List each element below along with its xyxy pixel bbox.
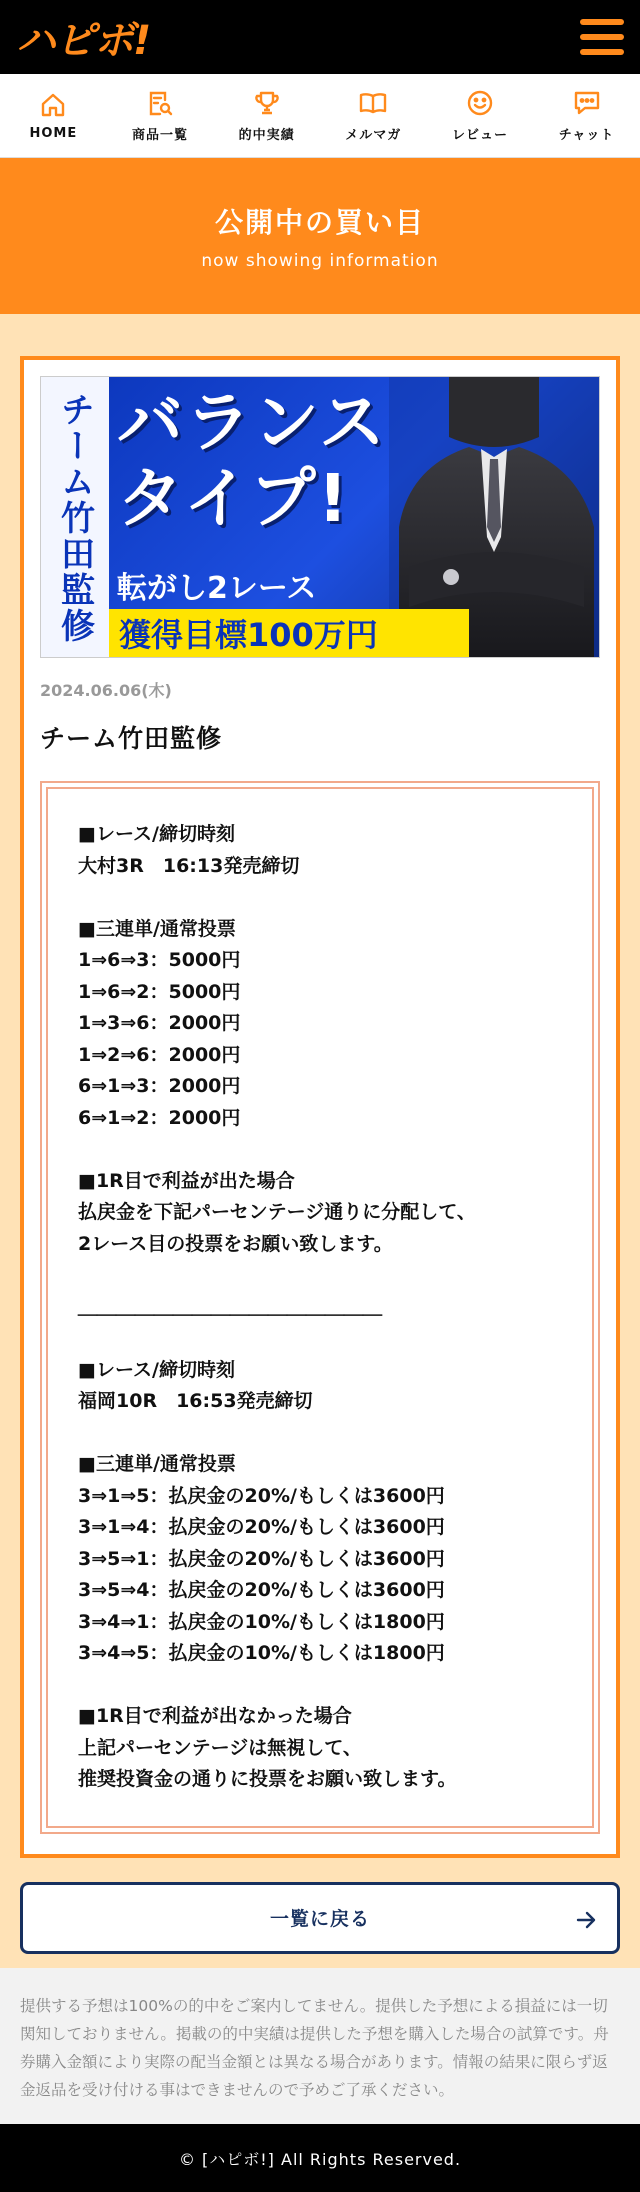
back-to-list-button[interactable] [20,1882,620,1954]
bet-line: 1⇒2⇒6：2000円 [78,1043,241,1066]
post-banner [40,376,600,658]
bet-line: ■レース/締切時刻 [78,1358,235,1381]
bet-line: 3⇒5⇒1：払戻金の20%/もしくは3600円 [78,1547,445,1570]
smile-icon [465,88,495,118]
post-date: 2024.06.06(木) [40,681,172,700]
nav-item-products[interactable] [107,88,213,143]
nav-label: チャット [558,128,615,143]
home-icon [38,90,68,120]
hamburger-line [580,34,624,40]
hamburger-line [580,49,624,55]
banner-headline-line-2: タイプ! [117,460,350,537]
post-title: チーム竹田監修 [40,724,223,753]
page-subtitle: now showing information [201,251,439,271]
bet-line: 上記パーセンテージは無視して、 [78,1736,362,1759]
bet-line [78,882,562,914]
book-icon [358,88,388,118]
main-content [0,314,640,1954]
bet-line: 福岡10R 16:53発売締切 [78,1390,313,1412]
bet-line: 推奨投資金の通りに投票をお願い致します。 [78,1768,457,1790]
document-search-icon [145,88,175,118]
bet-line: 6⇒1⇒3：2000円 [78,1075,241,1097]
bet-line: ■三連単/通常投票 [78,917,236,940]
bet-line: 払戻金を下記パーセンテージ通りに分配して、 [78,1201,476,1223]
page-title: 公開中の買い目 [214,206,425,239]
bet-line: ■1R目で利益が出なかった場合 [78,1705,352,1727]
nav-label: メルマガ [345,128,402,143]
bet-line [78,1670,562,1702]
bet-line: 2レース目の投票をお願い致します。 [78,1232,393,1255]
nav-label: HOME [29,126,78,141]
post-card [20,356,620,1858]
bet-line: 3⇒5⇒4：払戻金の20%/もしくは3600円 [78,1579,445,1601]
bet-line: 大村3R 16:13発売締切 [78,854,300,877]
bet-line: 3⇒1⇒5：払戻金の20%/もしくは3600円 [78,1484,445,1507]
page-hero [0,158,640,314]
bet-line: ＿＿＿＿＿＿＿＿＿＿＿＿＿＿＿＿ [78,1295,383,1318]
bet-line [78,1418,562,1450]
back-button-label: 一覧に戻る [269,1908,370,1930]
bet-line: ■三連単/通常投票 [78,1453,236,1475]
nav-label: レビュー [451,128,508,143]
nav-item-newsletter[interactable] [320,88,426,143]
bet-line: ■レース/締切時刻 [78,823,235,845]
footer [0,2124,640,2192]
banner-vertical-label: チーム竹田監修 [54,392,95,644]
nav-item-chat[interactable] [534,88,640,143]
bet-line: 1⇒3⇒6：2000円 [78,1012,241,1034]
nav-label: 的中実績 [238,128,295,143]
bet-line: 1⇒6⇒3：5000円 [78,949,241,971]
chat-icon [572,88,602,118]
nav-item-results[interactable] [214,88,320,143]
bet-line [78,1260,562,1292]
hamburger-menu-icon[interactable] [580,19,624,55]
banner-sub: 転がし2レース [117,571,317,606]
bets-content [46,787,594,1828]
banner-headline-line-1: バランス [117,384,388,461]
nav-item-reviews[interactable] [427,88,533,143]
site-logo[interactable]: ハピボ! [16,17,151,64]
nav-item-home[interactable] [0,90,106,141]
bet-line [78,1323,562,1355]
bets-box [40,781,600,1834]
banner-headline [117,385,387,537]
banner-goal: 獲得目標100万円 [109,609,469,657]
copyright-text: © [ハピボ!] All Rights Reserved. [178,2149,462,2169]
banner-vertical-text [41,377,109,658]
top-bar [0,0,640,74]
bet-line [78,1134,562,1166]
main-nav [0,74,640,158]
bet-line: 6⇒1⇒2：2000円 [78,1106,241,1129]
hamburger-line [580,19,624,25]
bet-line: 1⇒6⇒2：5000円 [78,980,241,1003]
bet-line: 3⇒4⇒1：払戻金の10%/もしくは1800円 [78,1610,445,1633]
trophy-icon [252,88,282,118]
bet-line: 3⇒4⇒5：払戻金の10%/もしくは1800円 [78,1642,445,1664]
bet-line: 3⇒1⇒4：払戻金の20%/もしくは3600円 [78,1516,445,1538]
nav-label: 商品一覧 [131,128,188,143]
bet-line: ■1R目で利益が出た場合 [78,1169,295,1192]
disclaimer-text: 提供する予想は100%の的中をご案内してません。提供した予想による損益には一切関知しておりません。掲載の的中実績は提供した予想を購入した場合の試算です。舟券購入金額により実際の配当金額とは異なる場合があります。情報の結果に限らず返金返品を受け付ける事はできませんので予めご了承ください。 [0,1968,640,2124]
arrow-right-icon [575,1909,597,1931]
